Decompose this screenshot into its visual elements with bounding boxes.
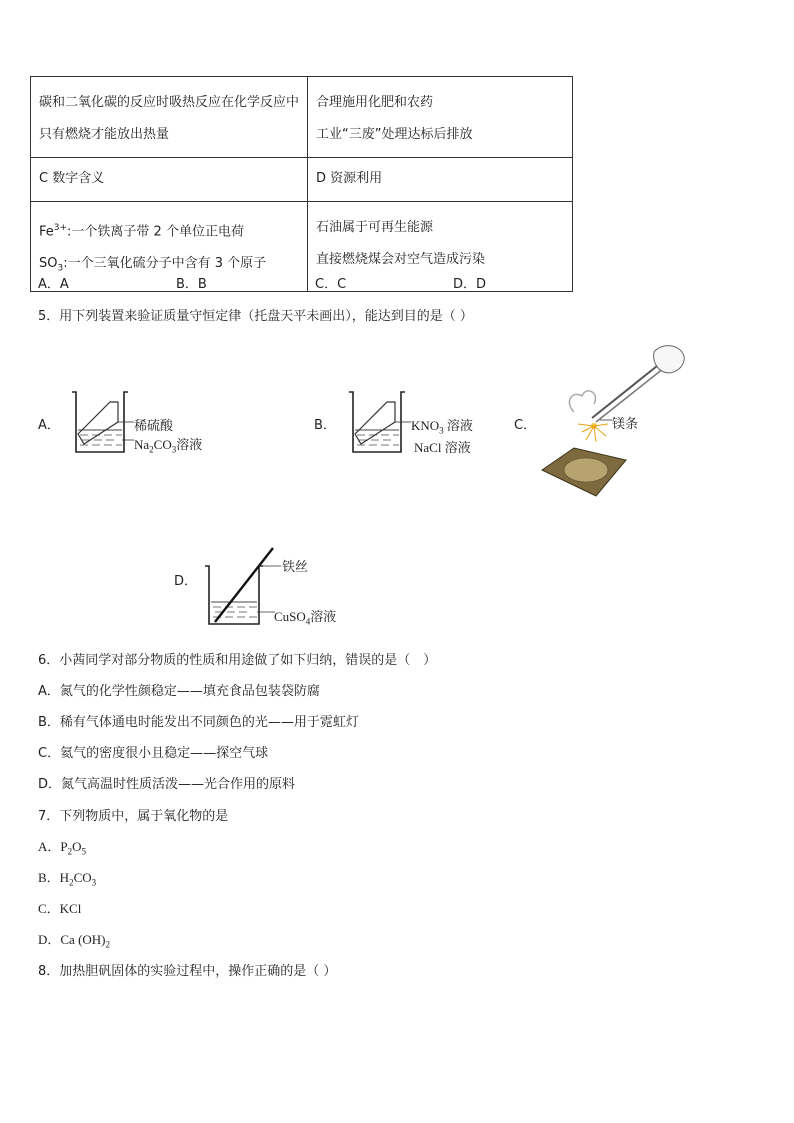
q5-d-bottom-label: CuSO$_4$溶液 xyxy=(274,609,337,627)
q5-b-top-label: $KNO_3$ 溶液 xyxy=(411,418,473,436)
q5-d-top-label: 铁丝 xyxy=(282,560,309,575)
answer-table xyxy=(30,76,573,292)
q6-option-d[interactable]: D．氮气高温时性质活泼——光合作用的原料 xyxy=(38,777,296,792)
beaker-acid-icon xyxy=(70,388,140,458)
beaker-iron-wire-icon xyxy=(203,544,283,630)
q5-option-a-label[interactable]: A． xyxy=(38,418,60,433)
q5-option-b-label[interactable]: B． xyxy=(314,418,336,433)
question-5-stem: 5．用下列装置来验证质量守恒定律（托盘天平未画出），能达到目的是（ ） xyxy=(38,309,473,324)
table-row xyxy=(31,158,573,202)
option-c[interactable]: C．C xyxy=(315,277,347,292)
q7-option-d[interactable]: D．Ca $(OH)_2$ xyxy=(38,932,111,950)
option-a[interactable]: A．A xyxy=(38,277,69,292)
question-8-stem: 8．加热胆矾固体的实验过程中，操作正确的是（ ） xyxy=(38,964,337,979)
table-cell: $Fe^{3+}$:一个铁离子带 2 个单位正电荷 $SO_3$:一个三氧化硫分子中含有 3 个原子 xyxy=(31,202,308,292)
q5-b-bottom-label: NaCl 溶液 xyxy=(414,440,471,455)
table-cell: D 资源利用 xyxy=(308,158,573,202)
q6-option-a[interactable]: A．氮气的化学性颜稳定——填充食品包装袋防腐 xyxy=(38,684,320,699)
q7-option-a[interactable]: A．$P_2O_5$ xyxy=(38,839,87,857)
q6-option-b[interactable]: B．稀有气体通电时能发出不同颜色的光——用于霓虹灯 xyxy=(38,715,359,730)
q5-a-top-label: 稀硫酸 xyxy=(134,419,174,434)
table-cell: 石油属于可再生能源 直接燃烧煤会对空气造成污染 xyxy=(308,202,573,292)
q6-option-c[interactable]: C．氦气的密度很小且稳定——探空气球 xyxy=(38,746,269,761)
q5-option-d-label[interactable]: D． xyxy=(174,574,198,589)
table-cell: 碳和二氧化碳的反应时吸热反应在化学反应中 只有燃烧才能放出热量 xyxy=(31,77,308,158)
beaker-solution-icon xyxy=(347,388,417,458)
q5-c-label: 镁条 xyxy=(612,417,639,432)
q7-option-b[interactable]: B．$H_2CO_3$ xyxy=(38,870,97,888)
option-d[interactable]: D．D xyxy=(453,277,487,292)
table-cell: C 数字含义 xyxy=(31,158,308,202)
q7-option-c[interactable]: C．KCl xyxy=(38,901,82,916)
q5-a-bottom-label: $Na_2CO_3$溶液 xyxy=(134,437,203,455)
q4-options xyxy=(38,273,558,291)
table-row xyxy=(31,77,573,158)
question-6-stem: 6．小茜同学对部分物质的性质和用途做了如下归纳，错误的是（ ） xyxy=(38,653,437,668)
option-b[interactable]: B．B xyxy=(176,277,207,292)
q5-option-c-label[interactable]: C． xyxy=(514,418,537,433)
table-cell: 合理施用化肥和农药 工业“三废”处理达标后排放 xyxy=(308,77,573,158)
question-7-stem: 7．下列物质中，属于氧化物的是 xyxy=(38,809,229,824)
